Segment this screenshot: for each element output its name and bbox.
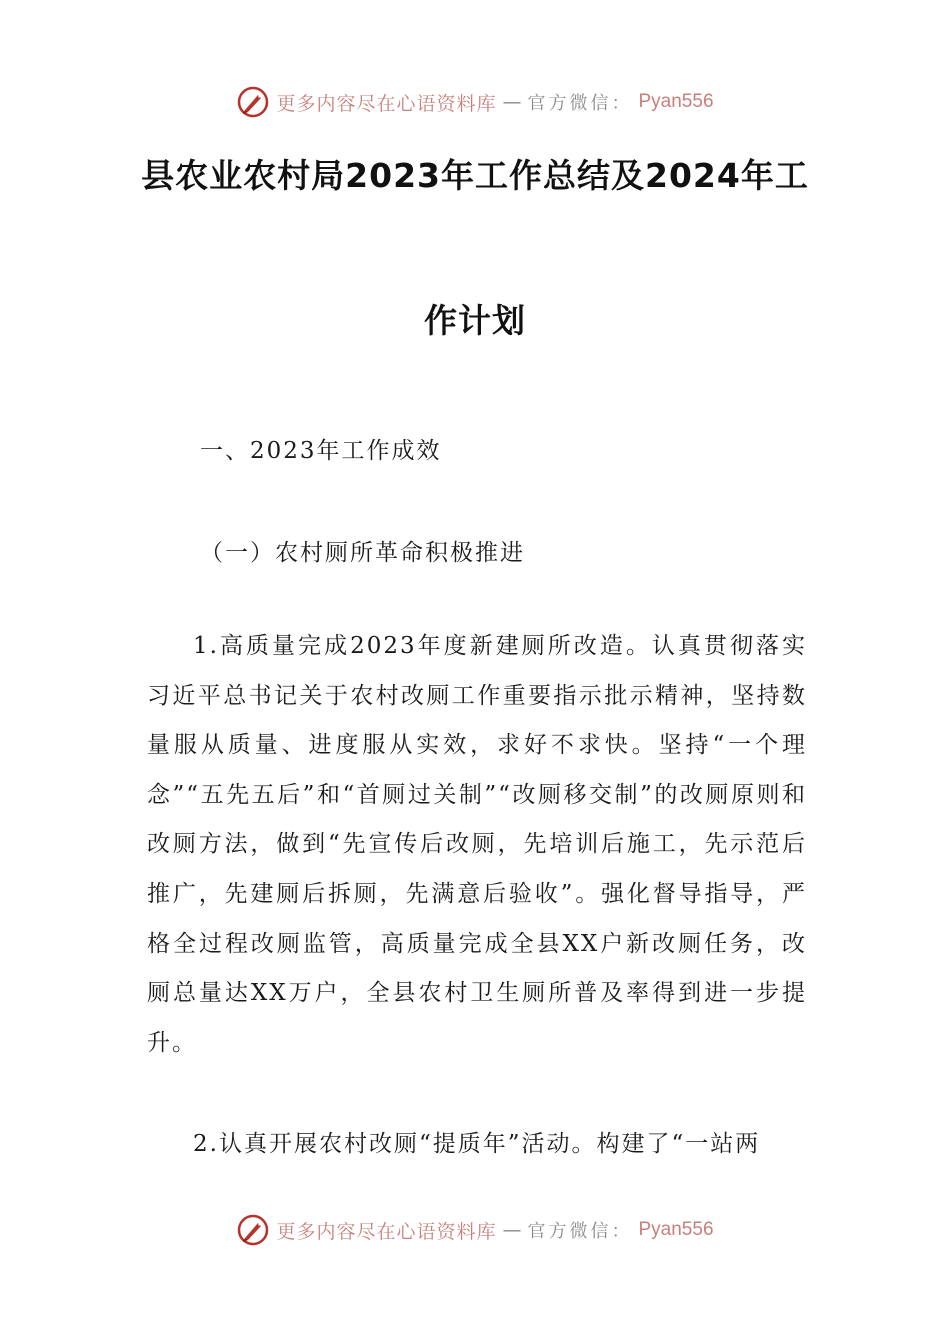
- section-heading: 一、2023年工作成效: [200, 438, 442, 464]
- watermark-wechat-label: 官方微信：: [527, 93, 633, 114]
- document-title-line-1: 县农业农村局2023年工作总结及2024年工: [141, 156, 809, 195]
- pen-nib-circle-icon: [236, 85, 270, 119]
- watermark-wechat-label: 官方微信：: [527, 1221, 633, 1242]
- watermark-brand-text: 更多内容尽在心语资料库: [276, 1220, 497, 1243]
- watermark-wechat-id: Pyan556: [638, 91, 714, 112]
- watermark-dash: —: [502, 1219, 522, 1241]
- document-title-line-2: 作计划: [424, 301, 526, 340]
- pen-nib-circle-icon: [236, 1213, 270, 1247]
- watermark-dash: —: [502, 91, 522, 113]
- watermark-brand-text: 更多内容尽在心语资料库: [276, 92, 497, 115]
- footer-watermark-banner: [0, 1210, 950, 1250]
- watermark-wechat-id: Pyan556: [638, 1219, 714, 1240]
- body-paragraph: 2.认真开展农村改厕“提质年”活动。构建了“一站两: [193, 1131, 761, 1157]
- body-paragraph: 1.高质量完成2023年度新建厕所改造。认真贯彻落实习近平总书记关于农村改厕工作重要指示批示精神，坚持数量服从质量、进度服从实效，求好不求快。坚持“一个理念”“五先五后”和“首厕过关制”“改厕移交制”的改厕原则和改厕方法，做到“先宣传后改厕，先培训后施工，先示范后推广，先建厕后拆厕，先满意后验收”。强化督导指导，严格全过程改厕监管，高质量完成全县XX户新改厕任务，改厕总量达XX万户，全县农村卫生厕所普及率得到进一步提升。: [147, 633, 807, 1056]
- subsection-heading: （一）农村厕所革命积极推进: [200, 540, 525, 566]
- header-watermark-banner: [0, 82, 950, 122]
